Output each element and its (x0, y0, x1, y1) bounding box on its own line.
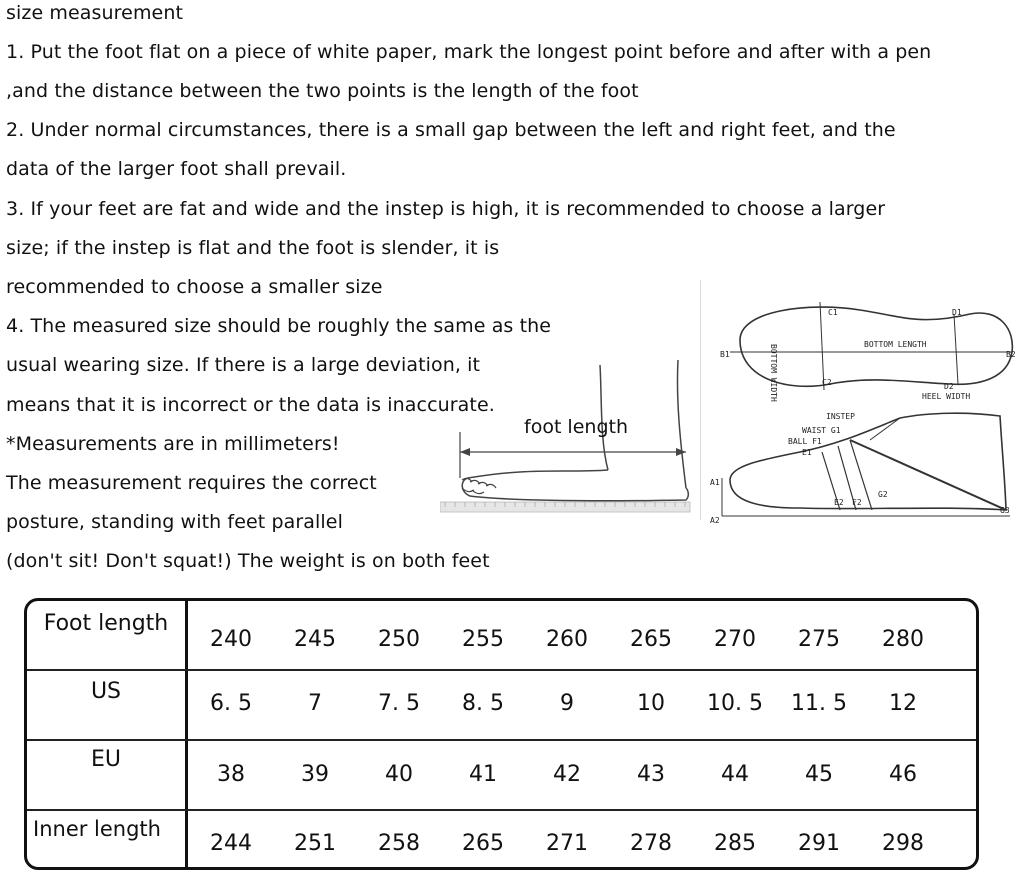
label-b2: B2 (1006, 350, 1016, 359)
size-table (24, 598, 979, 870)
table-cell: 280 (882, 627, 924, 652)
table-cell: 45 (805, 762, 833, 787)
table-cell: 271 (546, 831, 588, 856)
table-cell: 260 (546, 627, 588, 652)
table-cell: 42 (553, 762, 581, 787)
text-line-1: 1. Put the foot flat on a piece of white paper, mark the longest point before and after with a pen (6, 41, 932, 63)
row-header: US (90, 679, 122, 704)
table-cell: 38 (217, 762, 245, 787)
label-g3: G3 (1000, 506, 1010, 515)
table-cell: 7 (308, 691, 322, 716)
text-line-2: ,and the distance between the two points is the length of the foot (6, 80, 639, 102)
label-bottom-width: BOTTOM WIDTH (769, 344, 778, 402)
table-row-us (27, 671, 976, 739)
table-cell: 285 (714, 831, 756, 856)
table-cell: 6. 5 (210, 691, 252, 716)
label-f2: F2 (852, 498, 862, 507)
table-cell: 245 (294, 627, 336, 652)
text-line-5: 3. If your feet are fat and wide and the instep is high, it is recommended to choose a larger (6, 198, 886, 220)
text-line-9: usual wearing size. If there is a large deviation, it (6, 354, 481, 376)
table-cell: 251 (294, 831, 336, 856)
label-a2: A2 (710, 516, 720, 525)
text-line-14: (don't sit! Don't squat!) The weight is on both feet (6, 550, 490, 572)
text-line-11: *Measurements are in millimeters! (6, 433, 340, 455)
text-line-12: The measurement requires the correct (6, 472, 377, 494)
table-cell: 278 (630, 831, 672, 856)
table-cell: 41 (469, 762, 497, 787)
table-cell: 258 (378, 831, 420, 856)
table-cell: 39 (301, 762, 329, 787)
text-line-10: means that it is incorrect or the data is inaccurate. (6, 394, 495, 416)
table-cell: 244 (210, 831, 252, 856)
table-cell: 44 (721, 762, 749, 787)
label-a1: A1 (710, 478, 720, 487)
table-cell: 11. 5 (791, 691, 847, 716)
table-cell: 275 (798, 627, 840, 652)
page-title: size measurement (6, 2, 184, 24)
label-g2: G2 (878, 490, 888, 499)
text-line-3: 2. Under normal circumstances, there is a small gap between the left and right feet, and the (6, 119, 896, 141)
foot-length-figure (440, 360, 700, 520)
label-instep: INSTEP (826, 412, 855, 421)
table-cell: 265 (462, 831, 504, 856)
label-waist: WAIST G1 (802, 426, 841, 435)
table-cell: 240 (210, 627, 252, 652)
label-d1: D1 (952, 308, 962, 317)
table-cell: 250 (378, 627, 420, 652)
label-e2: E2 (834, 498, 844, 507)
table-cell: 7. 5 (378, 691, 420, 716)
table-cell: 40 (385, 762, 413, 787)
text-line-7: recommended to choose a smaller size (6, 276, 383, 298)
table-cell: 298 (882, 831, 924, 856)
table-cell: 265 (630, 627, 672, 652)
table-cell: 46 (889, 762, 917, 787)
table-cell: 255 (462, 627, 504, 652)
row-header: Inner length (33, 817, 161, 841)
label-bottom-length: BOTTOM LENGTH (864, 340, 927, 349)
row-header: EU (90, 747, 121, 772)
table-cell: 12 (889, 691, 917, 716)
label-d2: D2 (944, 382, 954, 391)
table-cell: 9 (560, 691, 574, 716)
row-header: Foot length (43, 611, 169, 636)
shoe-last-figure (700, 280, 1021, 525)
label-e1: E1 (802, 448, 812, 457)
text-line-4: data of the larger foot shall prevail. (6, 158, 347, 180)
label-c1: C1 (828, 308, 838, 317)
table-cell: 8. 5 (462, 691, 504, 716)
label-heel-width: HEEL WIDTH (922, 392, 971, 401)
label-b1: B1 (720, 350, 730, 359)
text-line-13: posture, standing with feet parallel (6, 511, 343, 533)
table-cell: 270 (714, 627, 756, 652)
foot-length-label: foot length (524, 416, 628, 438)
text-line-8: 4. The measured size should be roughly the same as the (6, 315, 552, 337)
table-row-inner-length (27, 811, 976, 870)
table-cell: 10. 5 (707, 691, 763, 716)
label-c2: C2 (822, 378, 832, 387)
table-cell: 291 (798, 831, 840, 856)
table-cell: 10 (637, 691, 665, 716)
table-row-foot-length (27, 601, 976, 669)
table-cell: 43 (637, 762, 665, 787)
text-line-6: size; if the instep is flat and the foot is slender, it is (6, 237, 500, 259)
table-row-eu (27, 741, 976, 809)
label-ball: BALL F1 (788, 437, 822, 446)
